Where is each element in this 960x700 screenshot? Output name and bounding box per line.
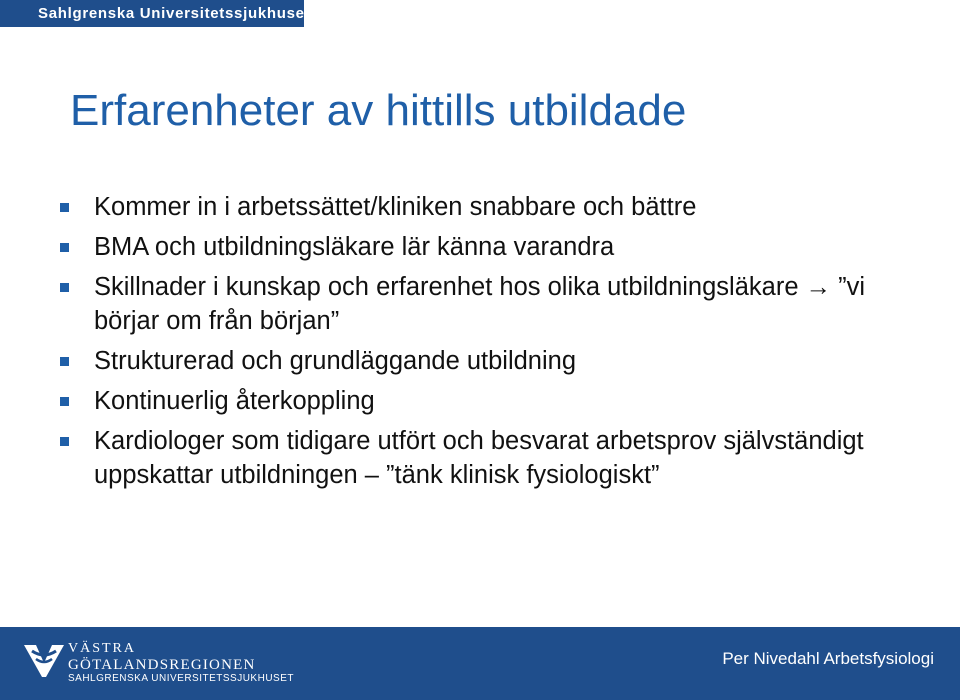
bullet-text: Strukturerad och grundläggande utbildning <box>94 347 577 375</box>
footer-bar <box>0 627 960 700</box>
square-bullet-icon <box>60 243 69 252</box>
bullet-list <box>56 190 936 498</box>
logo-text-sahlgrenska: SAHLGRENSKA UNIVERSITETSSJUKHUSET <box>68 673 294 684</box>
bullet-item <box>56 424 936 492</box>
slide-title: Erfarenheter av hittills utbildade <box>70 86 687 135</box>
square-bullet-icon <box>60 357 69 366</box>
logo-text-gotalandsregionen: GÖTALANDSREGIONEN <box>68 657 256 673</box>
bullet-item <box>56 384 936 418</box>
bullet-text: Skillnader i kunskap och erfarenhet hos olika utbildningsläkare → ”vi börjar om från början” <box>94 273 866 335</box>
bullet-item <box>56 230 936 264</box>
square-bullet-icon <box>60 397 69 406</box>
header-organization: Sahlgrenska Universitetssjukhuset <box>0 0 304 27</box>
bullet-text: Kontinuerlig återkoppling <box>94 387 375 415</box>
bullet-text: Kardiologer som tidigare utfört och besvarat arbetsprov självständigt uppskattar utbildningen – ”tänk klinisk fysiologiskt” <box>94 427 864 489</box>
logo-text-vastra: VÄSTRA <box>68 641 137 656</box>
square-bullet-icon <box>60 283 69 292</box>
footer-author: Per Nivedahl Arbetsfysiologi <box>722 649 934 668</box>
bullet-text: BMA och utbildningsläkare lär känna varandra <box>94 233 615 261</box>
square-bullet-icon <box>60 203 69 212</box>
square-bullet-icon <box>60 437 69 446</box>
vgr-logo-icon <box>22 637 66 681</box>
bullet-item <box>56 270 936 338</box>
bullet-item <box>56 190 936 224</box>
bullet-item <box>56 344 936 378</box>
bullet-text: Kommer in i arbetssättet/kliniken snabbare och bättre <box>94 193 697 221</box>
